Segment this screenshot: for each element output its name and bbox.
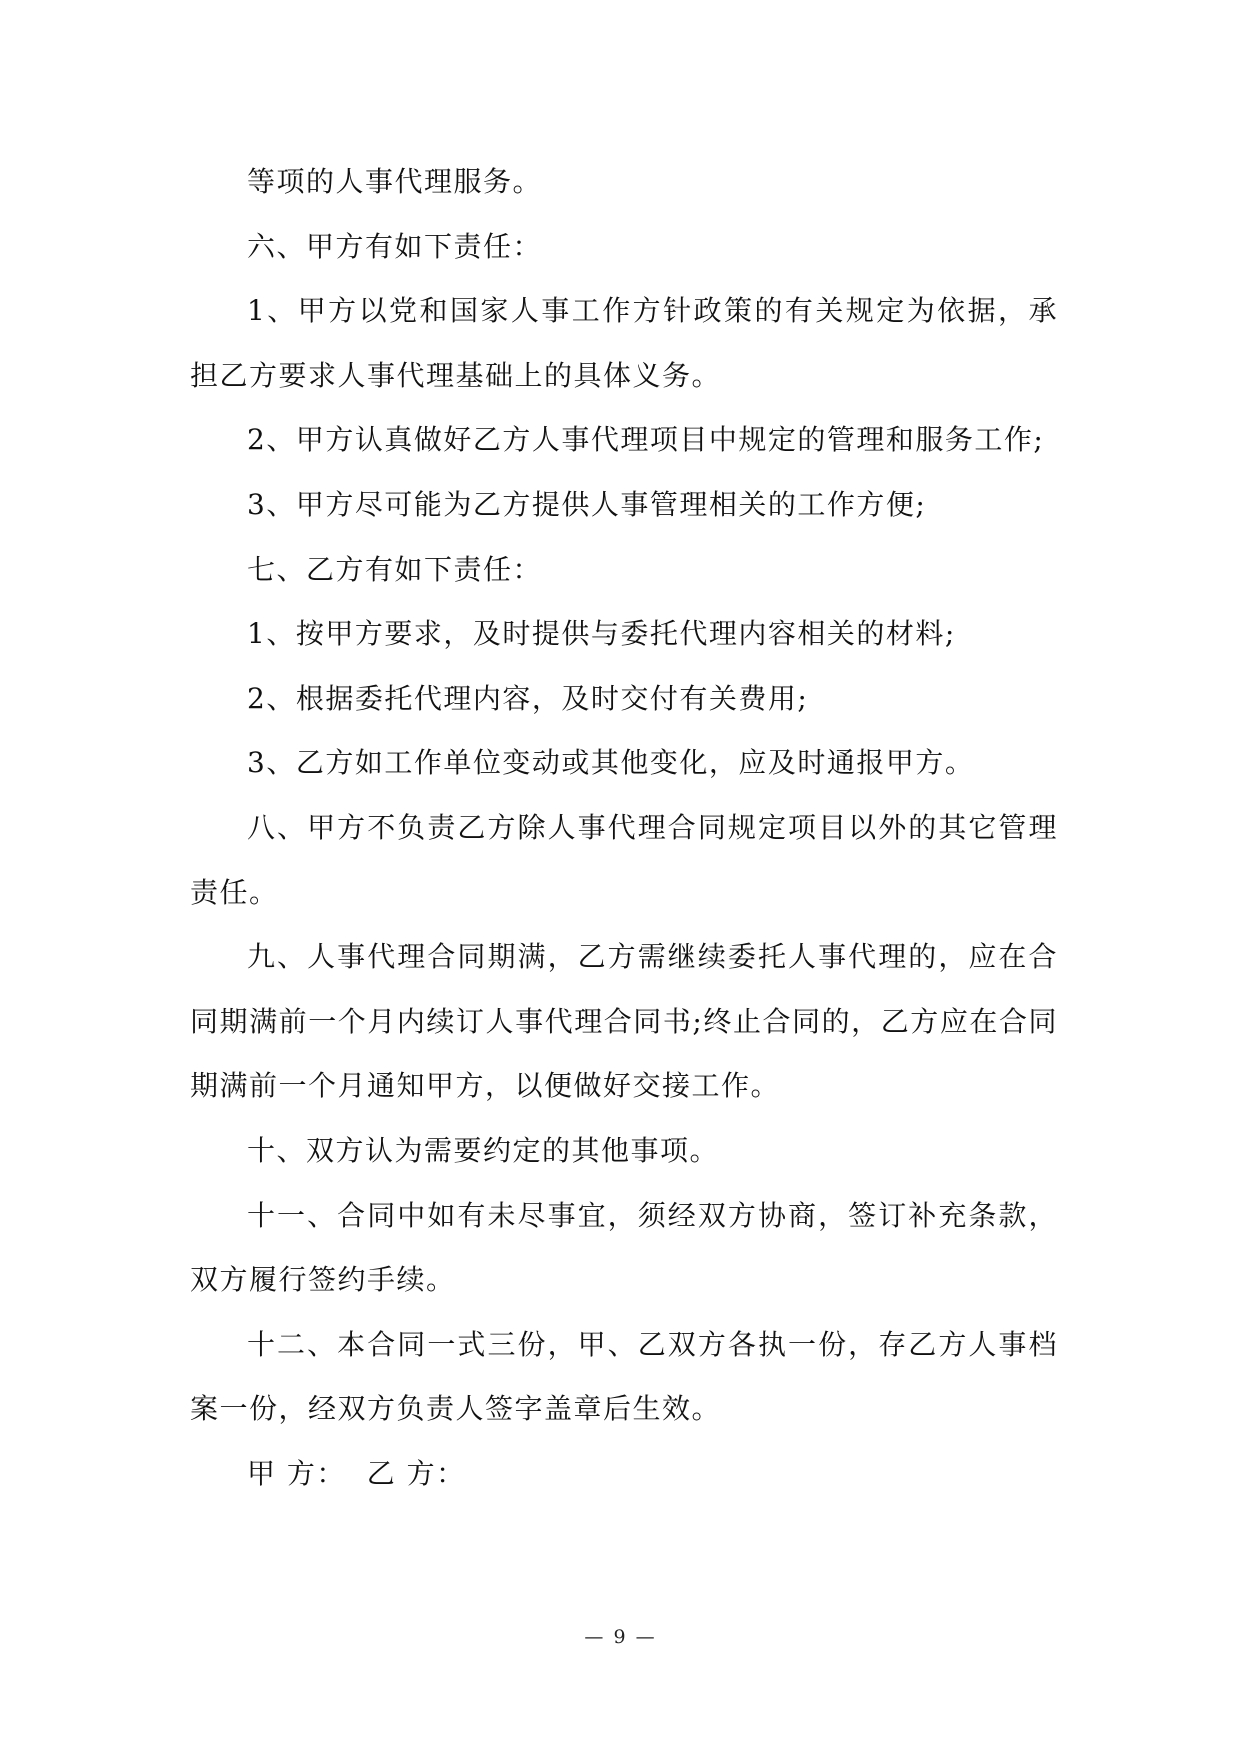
clause-9: 九、人事代理合同期满，乙方需继续委托人事代理的，应在合同期满前一个月内续订人事代理合同书;终止合同的，乙方应在合同期满前一个月通知甲方，以便做好交接工作。 [190,940,1058,1103]
clause-6-item-2: 2、甲方认真做好乙方人事代理项目中规定的管理和服务工作; [247,423,1045,457]
clause-6-item-3: 3、甲方尽可能为乙方提供人事管理相关的工作方便; [247,487,927,521]
page-number: — 9 — [584,1626,657,1648]
clause-7-item-3: 3、乙方如工作单位变动或其他变化，应及时通报甲方。 [247,746,975,780]
clause-6-heading: 六、甲方有如下责任： [247,229,543,263]
clause-7-item-1: 1、按甲方要求，及时提供与委托代理内容相关的材料; [247,617,956,651]
signature-line: 甲 方： 乙 方： [247,1456,466,1490]
clause-12: 十二、本合同一式三份，甲、乙双方各执一份，存乙方人事档案一份，经双方负责人签字盖章后生效。 [190,1327,1058,1426]
contract-body [190,150,1058,1506]
clause-10: 十、双方认为需要约定的其他事项。 [247,1133,720,1167]
clause-11: 十一、合同中如有未尽事宜，须经双方协商，签订补充条款，双方履行签约手续。 [190,1198,1058,1297]
clause-7-item-2: 2、根据委托代理内容，及时交付有关费用; [247,681,809,715]
paragraph-continuation: 等项的人事代理服务。 [247,165,543,198]
clause-7-heading: 七、乙方有如下责任： [247,552,543,586]
clause-6-item-1: 1、甲方以党和国家人事工作方针政策的有关规定为依据，承担乙方要求人事代理基础上的具体义务。 [190,294,1058,392]
clause-8: 八、甲方不负责乙方除人事代理合同规定项目以外的其它管理责任。 [190,810,1058,909]
